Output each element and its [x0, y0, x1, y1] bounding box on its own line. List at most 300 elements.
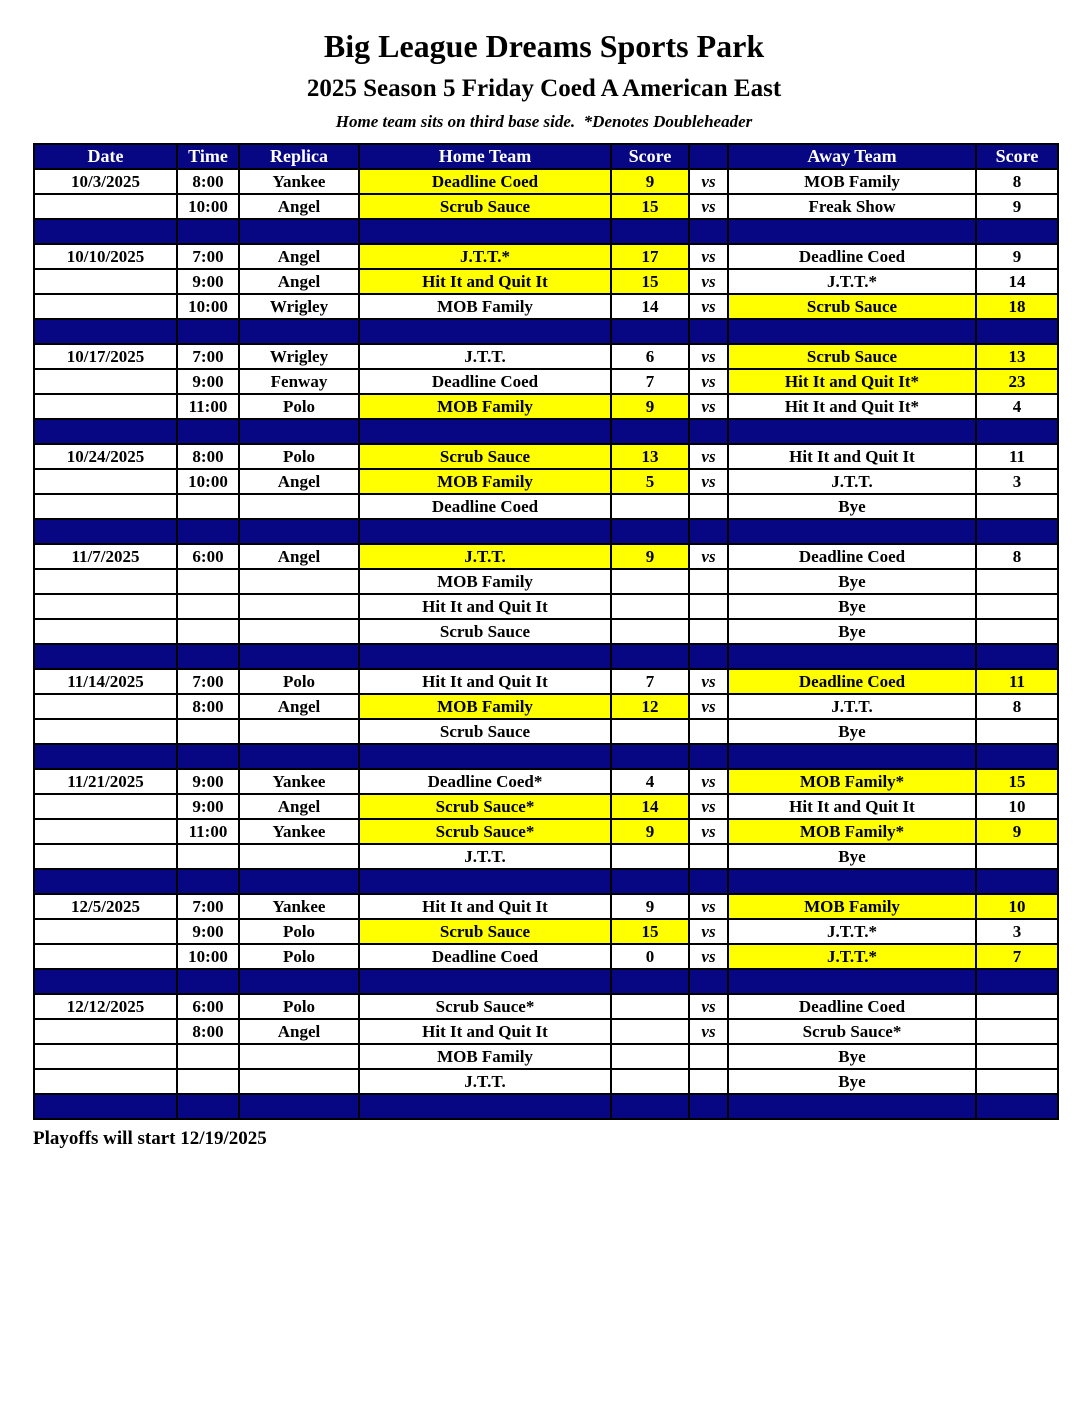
vs-cell: vs — [689, 344, 728, 369]
separator-cell — [611, 519, 689, 544]
vs-cell: vs — [689, 169, 728, 194]
page-subtitle: 2025 Season 5 Friday Coed A American East — [306, 75, 782, 102]
separator-cell — [976, 319, 1058, 344]
replica-cell: Angel — [239, 194, 359, 219]
vs-cell — [689, 719, 728, 744]
home-score-cell: 17 — [611, 244, 689, 269]
replica-cell: Yankee — [239, 169, 359, 194]
home-score-cell: 6 — [611, 344, 689, 369]
separator-cell — [728, 519, 976, 544]
home-score-cell: 9 — [611, 819, 689, 844]
away-team-cell: Deadline Coed — [728, 544, 976, 569]
home-score-cell — [611, 494, 689, 519]
home-score-cell: 9 — [611, 544, 689, 569]
date-cell — [34, 919, 177, 944]
date-cell: 12/12/2025 — [34, 994, 177, 1019]
replica-cell: Angel — [239, 244, 359, 269]
home-team-cell: Scrub Sauce — [359, 194, 611, 219]
away-team-cell: Hit It and Quit It* — [728, 394, 976, 419]
header-vs — [689, 144, 728, 169]
home-team-cell: J.T.T. — [359, 344, 611, 369]
away-score-cell: 11 — [976, 669, 1058, 694]
away-score-cell: 9 — [976, 819, 1058, 844]
home-score-cell: 13 — [611, 444, 689, 469]
game-row — [34, 844, 1058, 869]
home-score-cell: 15 — [611, 269, 689, 294]
home-score-cell — [611, 844, 689, 869]
date-cell — [34, 394, 177, 419]
home-team-cell: Hit It and Quit It — [359, 1019, 611, 1044]
separator-cell — [728, 969, 976, 994]
away-team-cell: Bye — [728, 594, 976, 619]
time-cell — [177, 719, 239, 744]
vs-cell: vs — [689, 194, 728, 219]
vs-cell: vs — [689, 819, 728, 844]
separator-cell — [239, 869, 359, 894]
home-score-cell — [611, 719, 689, 744]
home-team-cell: Hit It and Quit It — [359, 269, 611, 294]
home-team-cell: MOB Family — [359, 569, 611, 594]
away-team-cell: MOB Family* — [728, 769, 976, 794]
vs-cell: vs — [689, 994, 728, 1019]
separator-cell — [239, 1094, 359, 1119]
date-cell — [34, 369, 177, 394]
vs-cell: vs — [689, 944, 728, 969]
date-cell — [34, 194, 177, 219]
game-row — [34, 344, 1058, 369]
separator-cell — [177, 519, 239, 544]
away-team-cell: MOB Family* — [728, 819, 976, 844]
game-row — [34, 294, 1058, 319]
home-score-cell: 0 — [611, 944, 689, 969]
replica-cell — [239, 569, 359, 594]
away-score-cell: 18 — [976, 294, 1058, 319]
header-date: Date — [34, 144, 177, 169]
home-team-cell: Scrub Sauce* — [359, 794, 611, 819]
replica-cell: Polo — [239, 394, 359, 419]
replica-cell: Polo — [239, 919, 359, 944]
away-team-cell: Bye — [728, 844, 976, 869]
separator-cell — [976, 744, 1058, 769]
date-cell — [34, 269, 177, 294]
header-home-team: Home Team — [359, 144, 611, 169]
home-team-cell: MOB Family — [359, 294, 611, 319]
separator-cell — [177, 969, 239, 994]
date-cell — [34, 494, 177, 519]
vs-cell: vs — [689, 244, 728, 269]
game-row — [34, 819, 1058, 844]
date-cell — [34, 469, 177, 494]
time-cell: 7:00 — [177, 669, 239, 694]
page-title: Big League Dreams Sports Park — [323, 28, 765, 64]
separator-cell — [177, 644, 239, 669]
separator-row — [34, 744, 1058, 769]
separator-cell — [611, 744, 689, 769]
separator-cell — [689, 869, 728, 894]
home-team-cell: Scrub Sauce — [359, 619, 611, 644]
replica-cell — [239, 719, 359, 744]
date-cell: 11/14/2025 — [34, 669, 177, 694]
away-team-cell: Scrub Sauce* — [728, 1019, 976, 1044]
date-cell: 11/7/2025 — [34, 544, 177, 569]
separator-cell — [34, 319, 177, 344]
vs-cell: vs — [689, 469, 728, 494]
replica-cell — [239, 494, 359, 519]
time-cell: 10:00 — [177, 944, 239, 969]
header-home-score: Score — [611, 144, 689, 169]
away-team-cell: Bye — [728, 619, 976, 644]
away-score-cell — [976, 569, 1058, 594]
away-team-cell: Freak Show — [728, 194, 976, 219]
table-header-row — [34, 144, 1058, 169]
separator-cell — [239, 219, 359, 244]
game-row — [34, 1044, 1058, 1069]
page-note: Home team sits on third base side. *Denotes Doubleheader — [335, 112, 753, 131]
replica-cell: Polo — [239, 994, 359, 1019]
vs-cell: vs — [689, 794, 728, 819]
separator-row — [34, 869, 1058, 894]
home-score-cell: 9 — [611, 894, 689, 919]
home-team-cell: Deadline Coed — [359, 944, 611, 969]
game-row — [34, 769, 1058, 794]
away-team-cell: Deadline Coed — [728, 244, 976, 269]
home-team-cell: Scrub Sauce — [359, 444, 611, 469]
vs-cell: vs — [689, 894, 728, 919]
separator-cell — [976, 644, 1058, 669]
separator-cell — [177, 319, 239, 344]
away-team-cell: Scrub Sauce — [728, 294, 976, 319]
away-team-cell: J.T.T. — [728, 469, 976, 494]
vs-cell — [689, 1044, 728, 1069]
replica-cell: Angel — [239, 694, 359, 719]
header-away-score: Score — [976, 144, 1058, 169]
vs-cell: vs — [689, 394, 728, 419]
separator-cell — [728, 869, 976, 894]
vs-cell: vs — [689, 444, 728, 469]
home-team-cell: MOB Family — [359, 694, 611, 719]
separator-cell — [611, 869, 689, 894]
away-team-cell: Bye — [728, 569, 976, 594]
separator-cell — [359, 1094, 611, 1119]
away-score-cell: 3 — [976, 469, 1058, 494]
separator-cell — [239, 519, 359, 544]
time-cell — [177, 494, 239, 519]
time-cell: 8:00 — [177, 694, 239, 719]
date-cell — [34, 719, 177, 744]
separator-cell — [34, 419, 177, 444]
home-score-cell: 14 — [611, 294, 689, 319]
game-row — [34, 694, 1058, 719]
time-cell: 8:00 — [177, 444, 239, 469]
game-row — [34, 594, 1058, 619]
home-score-cell: 9 — [611, 169, 689, 194]
away-score-cell: 15 — [976, 769, 1058, 794]
away-team-cell: Hit It and Quit It — [728, 444, 976, 469]
replica-cell — [239, 1069, 359, 1094]
away-score-cell — [976, 619, 1058, 644]
home-score-cell: 14 — [611, 794, 689, 819]
away-team-cell: MOB Family — [728, 894, 976, 919]
separator-cell — [177, 419, 239, 444]
time-cell — [177, 569, 239, 594]
vs-cell — [689, 1069, 728, 1094]
replica-cell: Polo — [239, 669, 359, 694]
away-team-cell: Deadline Coed — [728, 994, 976, 1019]
time-cell: 10:00 — [177, 469, 239, 494]
away-score-cell — [976, 994, 1058, 1019]
time-cell: 7:00 — [177, 894, 239, 919]
separator-cell — [34, 219, 177, 244]
time-cell — [177, 1069, 239, 1094]
date-cell — [34, 694, 177, 719]
game-row — [34, 544, 1058, 569]
home-score-cell: 4 — [611, 769, 689, 794]
replica-cell — [239, 619, 359, 644]
home-score-cell — [611, 594, 689, 619]
time-cell: 11:00 — [177, 819, 239, 844]
replica-cell: Yankee — [239, 894, 359, 919]
home-team-cell: Scrub Sauce — [359, 719, 611, 744]
home-team-cell: Hit It and Quit It — [359, 894, 611, 919]
date-cell: 12/5/2025 — [34, 894, 177, 919]
date-cell — [34, 819, 177, 844]
away-score-cell: 8 — [976, 694, 1058, 719]
separator-cell — [689, 744, 728, 769]
home-team-cell: Hit It and Quit It — [359, 669, 611, 694]
home-team-cell: Hit It and Quit It — [359, 594, 611, 619]
separator-cell — [689, 319, 728, 344]
game-row — [34, 994, 1058, 1019]
separator-cell — [689, 1094, 728, 1119]
home-score-cell: 15 — [611, 194, 689, 219]
game-row — [34, 944, 1058, 969]
home-score-cell: 5 — [611, 469, 689, 494]
separator-cell — [239, 969, 359, 994]
replica-cell: Angel — [239, 544, 359, 569]
separator-cell — [34, 644, 177, 669]
time-cell: 8:00 — [177, 1019, 239, 1044]
replica-cell: Angel — [239, 794, 359, 819]
home-score-cell: 15 — [611, 919, 689, 944]
home-score-cell — [611, 1044, 689, 1069]
separator-row — [34, 644, 1058, 669]
date-cell — [34, 569, 177, 594]
time-cell: 7:00 — [177, 244, 239, 269]
separator-cell — [239, 319, 359, 344]
home-score-cell: 9 — [611, 394, 689, 419]
separator-cell — [34, 969, 177, 994]
game-row — [34, 1069, 1058, 1094]
away-team-cell: Bye — [728, 1069, 976, 1094]
separator-row — [34, 419, 1058, 444]
home-team-cell: Deadline Coed* — [359, 769, 611, 794]
time-cell: 9:00 — [177, 769, 239, 794]
vs-cell — [689, 619, 728, 644]
separator-cell — [976, 419, 1058, 444]
away-score-cell — [976, 844, 1058, 869]
game-row — [34, 894, 1058, 919]
game-row — [34, 794, 1058, 819]
separator-cell — [728, 644, 976, 669]
vs-cell: vs — [689, 769, 728, 794]
game-row — [34, 669, 1058, 694]
separator-cell — [611, 1094, 689, 1119]
away-score-cell — [976, 594, 1058, 619]
time-cell: 9:00 — [177, 919, 239, 944]
away-team-cell: Bye — [728, 1044, 976, 1069]
away-score-cell: 9 — [976, 194, 1058, 219]
home-score-cell: 7 — [611, 669, 689, 694]
separator-cell — [976, 519, 1058, 544]
away-score-cell — [976, 1044, 1058, 1069]
date-cell — [34, 944, 177, 969]
separator-cell — [177, 219, 239, 244]
separator-cell — [177, 744, 239, 769]
home-score-cell: 12 — [611, 694, 689, 719]
separator-cell — [728, 1094, 976, 1119]
vs-cell — [689, 569, 728, 594]
time-cell — [177, 1044, 239, 1069]
away-team-cell: Bye — [728, 719, 976, 744]
vs-cell — [689, 494, 728, 519]
away-team-cell: J.T.T.* — [728, 944, 976, 969]
schedule-table — [33, 143, 1059, 1120]
replica-cell — [239, 594, 359, 619]
playoffs-note: Playoffs will start 12/19/2025 — [33, 1128, 267, 1149]
time-cell: 8:00 — [177, 169, 239, 194]
date-cell — [34, 844, 177, 869]
away-score-cell: 11 — [976, 444, 1058, 469]
away-score-cell: 23 — [976, 369, 1058, 394]
date-cell: 10/17/2025 — [34, 344, 177, 369]
away-team-cell: Hit It and Quit It — [728, 794, 976, 819]
game-row — [34, 444, 1058, 469]
away-score-cell — [976, 494, 1058, 519]
separator-cell — [239, 419, 359, 444]
game-row — [34, 719, 1058, 744]
home-score-cell — [611, 1069, 689, 1094]
replica-cell: Fenway — [239, 369, 359, 394]
separator-cell — [359, 419, 611, 444]
vs-cell: vs — [689, 544, 728, 569]
date-cell: 11/21/2025 — [34, 769, 177, 794]
separator-row — [34, 319, 1058, 344]
separator-cell — [976, 1094, 1058, 1119]
separator-cell — [239, 744, 359, 769]
game-row — [34, 619, 1058, 644]
time-cell — [177, 594, 239, 619]
vs-cell: vs — [689, 919, 728, 944]
separator-cell — [359, 644, 611, 669]
replica-cell — [239, 1044, 359, 1069]
separator-cell — [976, 869, 1058, 894]
date-cell: 10/3/2025 — [34, 169, 177, 194]
separator-cell — [359, 219, 611, 244]
separator-row — [34, 1094, 1058, 1119]
time-cell: 9:00 — [177, 794, 239, 819]
time-cell — [177, 619, 239, 644]
separator-cell — [611, 644, 689, 669]
date-cell — [34, 1069, 177, 1094]
replica-cell: Wrigley — [239, 344, 359, 369]
separator-cell — [611, 969, 689, 994]
away-team-cell: Scrub Sauce — [728, 344, 976, 369]
replica-cell: Yankee — [239, 819, 359, 844]
home-team-cell: MOB Family — [359, 469, 611, 494]
date-cell: 10/10/2025 — [34, 244, 177, 269]
vs-cell: vs — [689, 694, 728, 719]
home-team-cell: Deadline Coed — [359, 169, 611, 194]
separator-cell — [239, 644, 359, 669]
separator-cell — [611, 219, 689, 244]
vs-cell: vs — [689, 1019, 728, 1044]
away-score-cell: 10 — [976, 894, 1058, 919]
time-cell: 11:00 — [177, 394, 239, 419]
separator-cell — [689, 969, 728, 994]
replica-cell: Wrigley — [239, 294, 359, 319]
separator-row — [34, 219, 1058, 244]
game-row — [34, 919, 1058, 944]
time-cell: 10:00 — [177, 194, 239, 219]
home-team-cell: Scrub Sauce* — [359, 819, 611, 844]
time-cell: 9:00 — [177, 369, 239, 394]
separator-cell — [976, 219, 1058, 244]
separator-cell — [689, 419, 728, 444]
date-cell — [34, 619, 177, 644]
separator-cell — [34, 869, 177, 894]
header-away-team: Away Team — [728, 144, 976, 169]
vs-cell — [689, 594, 728, 619]
away-score-cell: 3 — [976, 919, 1058, 944]
separator-row — [34, 969, 1058, 994]
separator-cell — [34, 519, 177, 544]
game-row — [34, 394, 1058, 419]
replica-cell: Angel — [239, 469, 359, 494]
separator-cell — [359, 319, 611, 344]
home-score-cell — [611, 569, 689, 594]
separator-cell — [359, 969, 611, 994]
away-team-cell: Bye — [728, 494, 976, 519]
away-team-cell: Hit It and Quit It* — [728, 369, 976, 394]
separator-cell — [359, 869, 611, 894]
away-score-cell — [976, 1019, 1058, 1044]
date-cell — [34, 594, 177, 619]
vs-cell: vs — [689, 294, 728, 319]
away-score-cell: 9 — [976, 244, 1058, 269]
vs-cell: vs — [689, 369, 728, 394]
separator-cell — [689, 644, 728, 669]
away-team-cell: J.T.T.* — [728, 269, 976, 294]
away-score-cell: 4 — [976, 394, 1058, 419]
vs-cell: vs — [689, 269, 728, 294]
away-team-cell: MOB Family — [728, 169, 976, 194]
replica-cell: Polo — [239, 444, 359, 469]
away-score-cell — [976, 1069, 1058, 1094]
home-team-cell: J.T.T. — [359, 1069, 611, 1094]
separator-cell — [177, 1094, 239, 1119]
date-cell — [34, 1019, 177, 1044]
home-score-cell — [611, 994, 689, 1019]
replica-cell: Yankee — [239, 769, 359, 794]
separator-cell — [611, 419, 689, 444]
date-cell — [34, 794, 177, 819]
date-cell — [34, 294, 177, 319]
separator-cell — [689, 219, 728, 244]
home-team-cell: Scrub Sauce — [359, 919, 611, 944]
away-score-cell: 10 — [976, 794, 1058, 819]
home-score-cell — [611, 1019, 689, 1044]
home-team-cell: Deadline Coed — [359, 494, 611, 519]
